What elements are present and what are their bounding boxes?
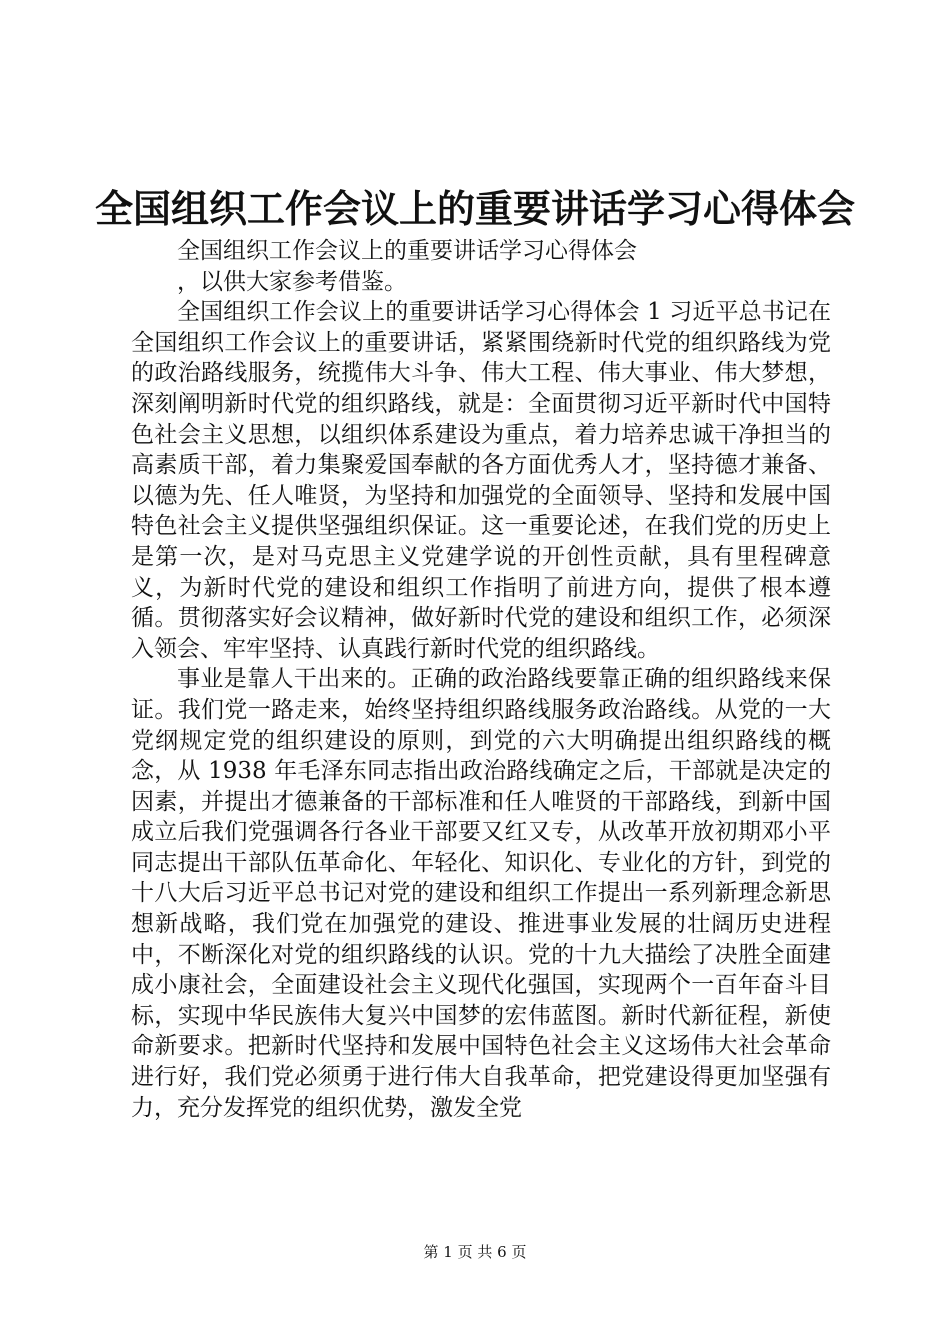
page-footer: 第 1 页 共 6 页: [423, 1243, 527, 1261]
document-body: [131, 236, 831, 1123]
body-paragraph: 全国组织工作会议上的重要讲话学习心得体会 1 习近平总书记在全国组织工作会议上的重要讲话，紧紧围绕新时代党的组织路线为党的政治路线服务，统揽伟大斗争、伟大工程、伟大事业、伟大梦想，深刻阐明新时代党的组织路线，就是：全面贯彻习近平新时代中国特色社会主义思想，以组织体系建设为重点，着力培养忠诚干净担当的高素质干部，着力集聚爱国奉献的各方面优秀人才，坚持德才兼备、以德为先、任人唯贤，为坚持和加强党的全面领导、坚持和发展中国特色社会主义提供坚强组织保证。这一重要论述，在我们党的历史上是第一次，是对马克思主义党建学说的开创性贡献，具有里程碑意义，为新时代党的建设和组织工作指明了前进方向，提供了根本遵循。贯彻落实好会议精神，做好新时代党的建设和组织工作，必须深入领会、牢牢坚持、认真践行新时代党的组织路线。: [131, 299, 831, 662]
intro-line: 全国组织工作会议上的重要讲话学习心得体会: [177, 238, 637, 264]
document-title: 全国组织工作会议上的重要讲话学习心得体会: [94, 187, 855, 231]
body-paragraph: 事业是靠人干出来的。正确的政治路线要靠正确的组织路线来保证。我们党一路走来，始终坚持组织路线服务政治路线。从党的一大党纲规定党的组织建设的原则，到党的六大明确提出组织路线的概念，从 1938 年毛泽东同志指出政治路线确定之后，干部就是决定的因素，并提出才德兼备的干部标准和任人唯贤的干部路线，到新中国成立后我们党强调各行各业干部要又红又专，从改革开放初期邓小平同志提出干部队伍革命化、年轻化、知识化、专业化的方针，到党的十八大后习近平总书记对党的建设和组织工作提出一系列新理念新思想新战略，我们党在加强党的建设、推进事业发展的壮阔历史进程中，不断深化对党的组织路线的认识。党的十九大描绘了决胜全面建成小康社会，全面建设社会主义现代化强国，实现两个一百年奋斗目标，实现中华民族伟大复兴中国梦的宏伟蓝图。新时代新征程，新使命新要求。把新时代坚持和发展中国特色社会主义这场伟大社会革命进行好，我们党必须勇于进行伟大自我革命，把党建设得更加坚强有力，充分发挥党的组织优势，激发全党: [131, 666, 831, 1121]
intro-line-continued: ，以供大家参考借鉴。: [177, 268, 407, 295]
